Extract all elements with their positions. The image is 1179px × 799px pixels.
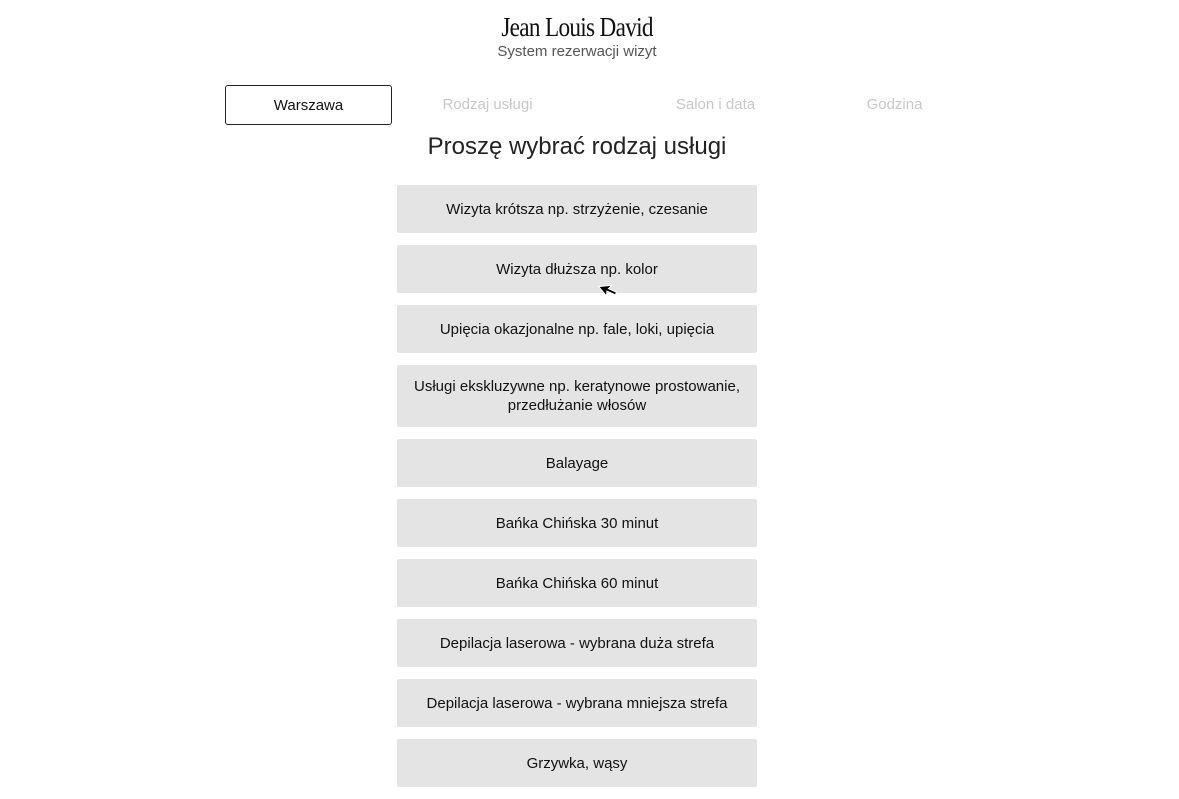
page-header bbox=[0, 10, 1154, 60]
service-button-exclusive[interactable]: Usługi ekskluzywne np. keratynowe prostowanie, przedłużanie włosów bbox=[397, 365, 757, 427]
step-salon-date: Salon i data bbox=[675, 96, 756, 113]
brand-logo: Jean Louis David bbox=[501, 12, 653, 42]
step-time: Godzina bbox=[866, 96, 923, 113]
page-subtitle: System rezerwacji wizyt bbox=[497, 43, 657, 60]
page-title: Proszę wybrać rodzaj usługi bbox=[427, 133, 727, 160]
service-button-balayage[interactable]: Balayage bbox=[397, 439, 757, 487]
service-button-cupping-30[interactable]: Bańka Chińska 30 minut bbox=[397, 499, 757, 547]
step-service-type: Rodzaj usługi bbox=[442, 96, 533, 113]
step-city[interactable]: Warszawa bbox=[225, 85, 392, 125]
service-button-laser-small[interactable]: Depilacja laserowa - wybrana mniejsza strefa bbox=[397, 679, 757, 727]
service-list bbox=[397, 185, 757, 799]
booking-steps bbox=[0, 85, 1179, 125]
service-button-cupping-60[interactable]: Bańka Chińska 60 minut bbox=[397, 559, 757, 607]
service-button-short-visit[interactable]: Wizyta krótsza np. strzyżenie, czesanie bbox=[397, 185, 757, 233]
service-button-occasional-updo[interactable]: Upięcia okazjonalne np. fale, loki, upięcia bbox=[397, 305, 757, 353]
service-button-laser-large[interactable]: Depilacja laserowa - wybrana duża strefa bbox=[397, 619, 757, 667]
mouse-pointer-icon bbox=[596, 281, 618, 305]
service-button-fringe-mustache[interactable]: Grzywka, wąsy bbox=[397, 739, 757, 787]
service-button-long-visit[interactable]: Wizyta dłuższa np. kolor bbox=[397, 245, 757, 293]
